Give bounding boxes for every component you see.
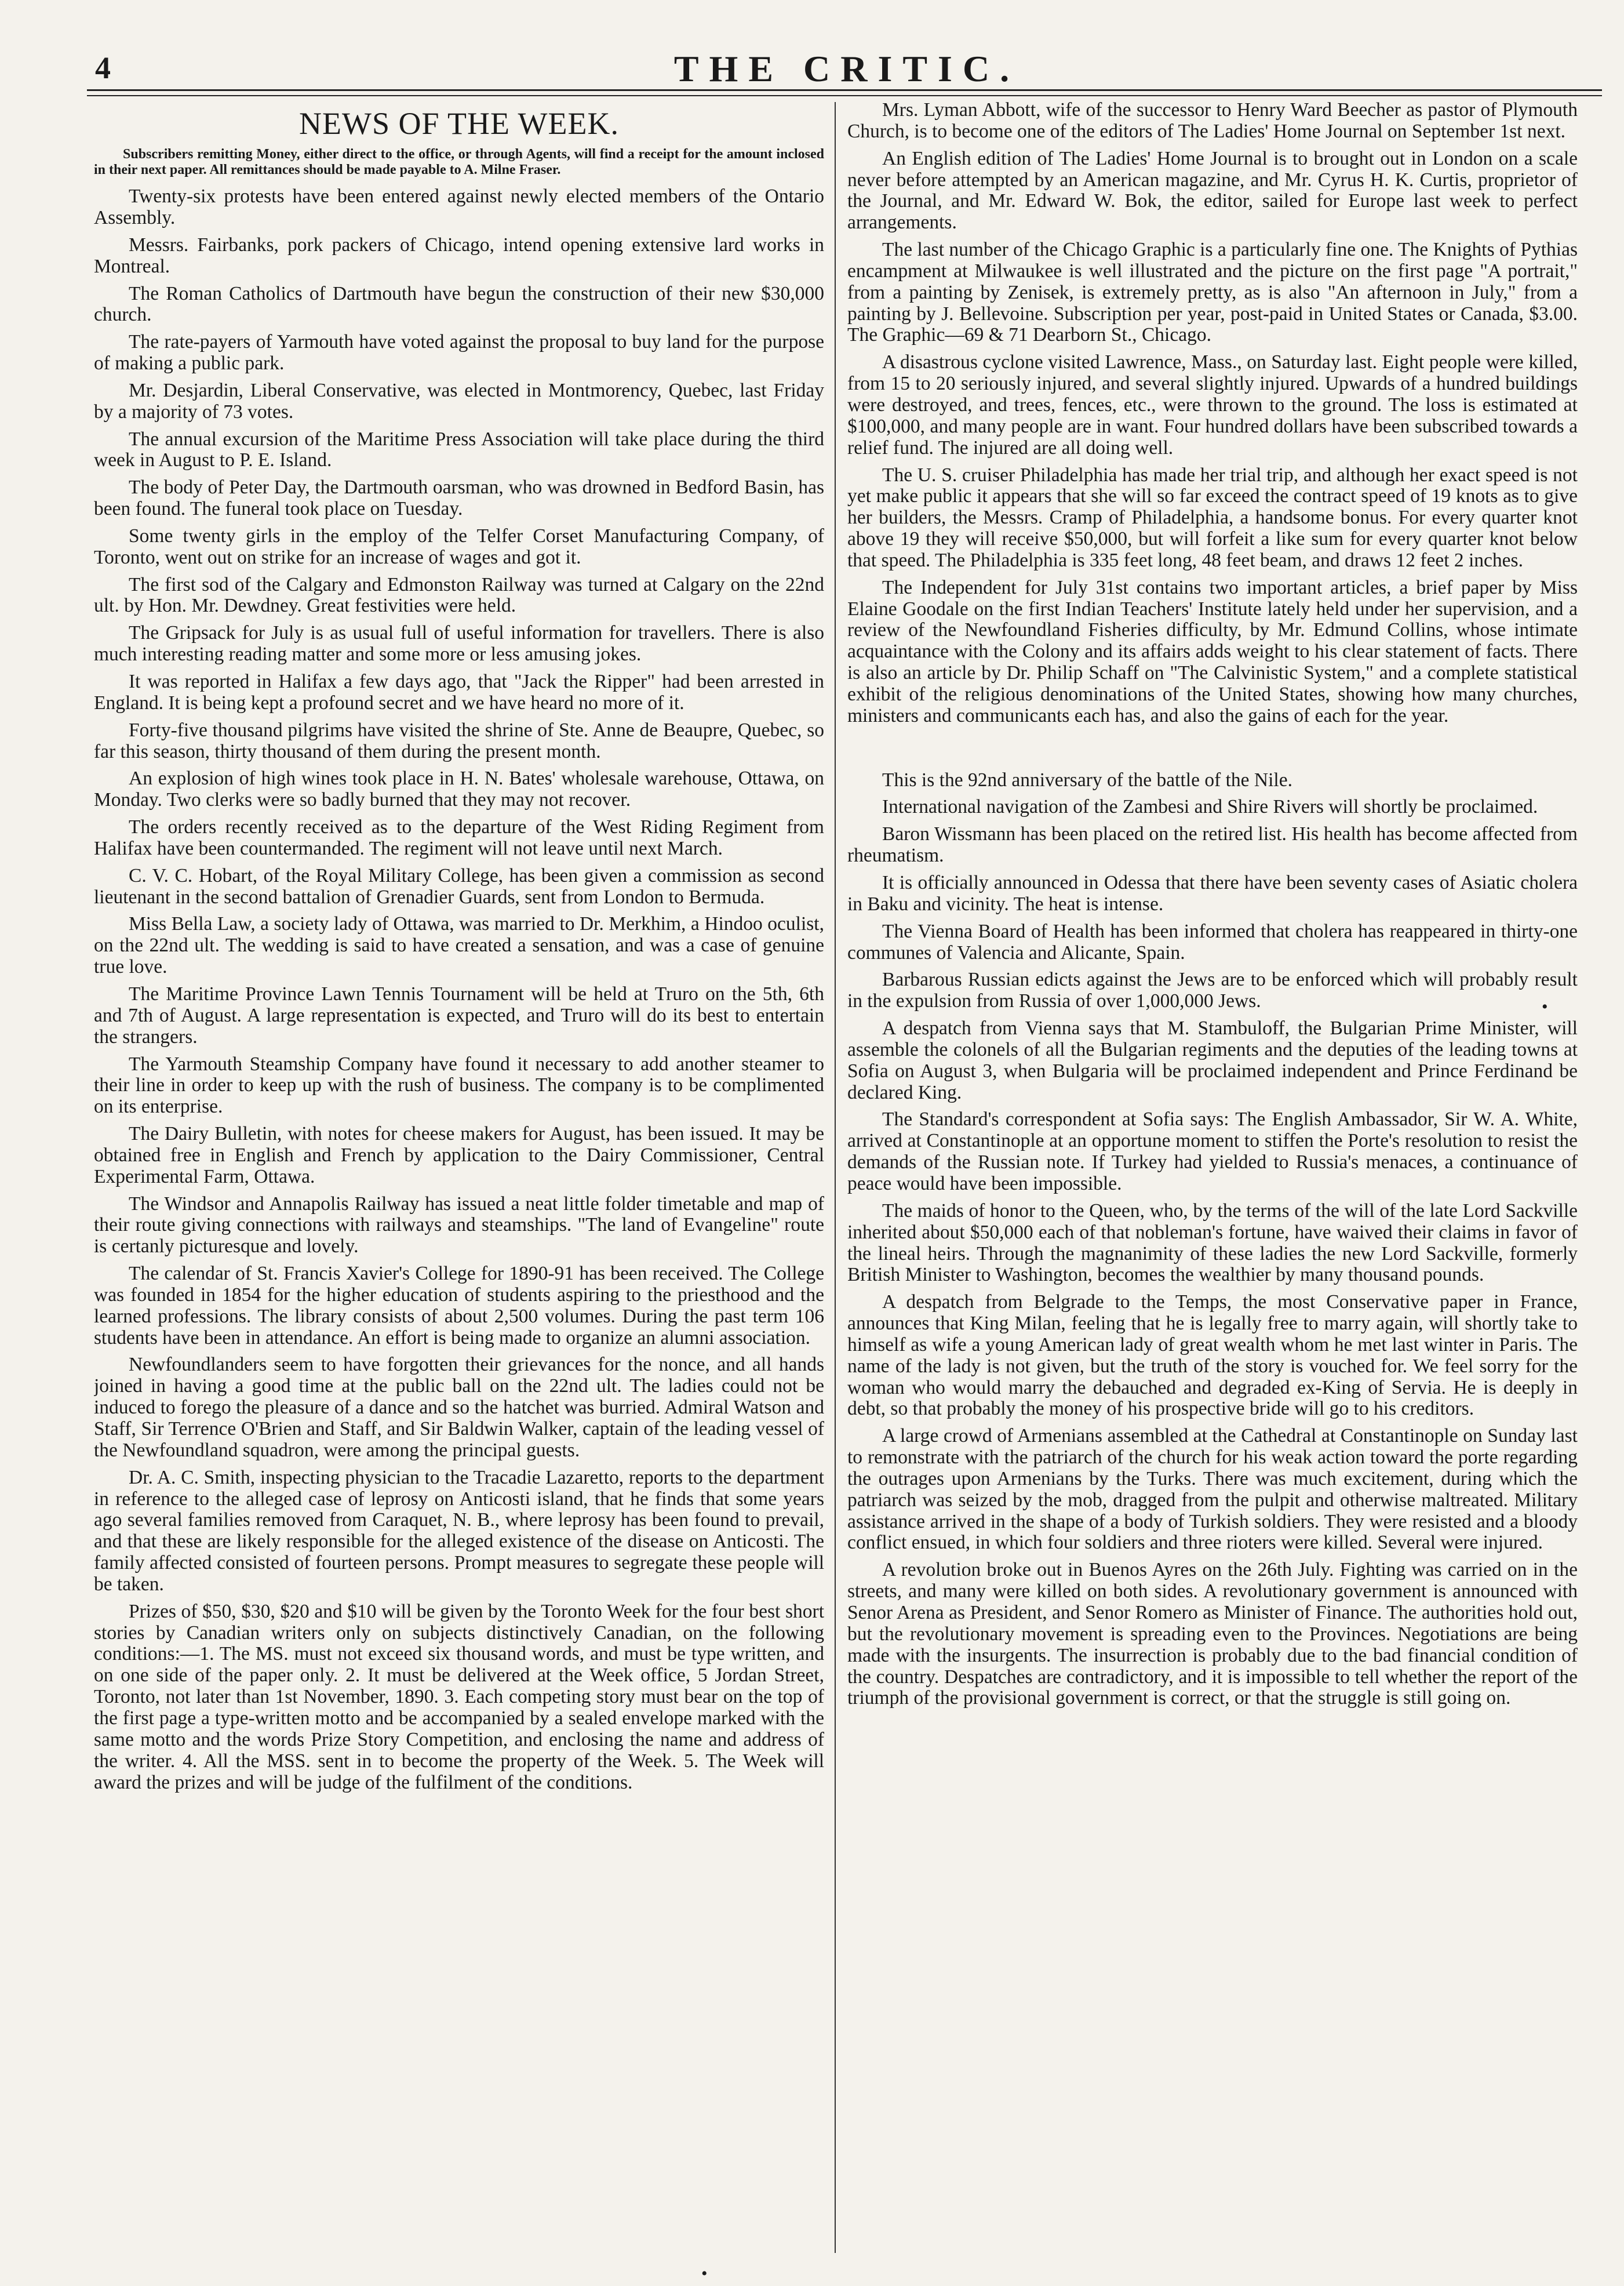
news-item: Forty-five thousand pilgrims have visited the shrine of Ste. Anne de Beaupre, Quebec, so far this season, thirty thousand of them during the present month. [94, 719, 824, 762]
news-item: The annual excursion of the Maritime Press Association will take place during the third week in August to P. E. Island. [94, 428, 824, 471]
news-item: Dr. A. C. Smith, inspecting physician to the Tracadie Lazaretto, reports to the department in reference to the alleged case of leprosy on Anticosti island, that he finds that some years ago several families removed from Caraquet, N. B., where leprosy has been found to prevail, and that these are likely responsible for the alleged existence of the disease on Anticosti. The family affected consisted of fourteen persons. Prompt measures to segregate these people will be taken. [94, 1466, 824, 1595]
news-item: The Roman Catholics of Dartmouth have begun the construction of their new $30,000 church. [94, 282, 824, 326]
page-number: 4 [95, 50, 111, 85]
news-item: An explosion of high wines took place in H. N. Bates' wholesale warehouse, Ottawa, on Monday. Two clerks were so badly burned that they may not recover. [94, 768, 824, 811]
right-news-list-bottom [847, 770, 1578, 1710]
masthead: THE CRITIC. [673, 48, 1020, 89]
right-column [847, 100, 1578, 2268]
news-item: Newfoundlanders seem to have forgotten their grievances for the nonce, and all hands joined in having a good time at the public ball on the 22nd ult. The ladies could not be induced to forego the pleasure of a dance and so the hatchet was burried. Admiral Watson and Staff, Sir Terrence O'Brien and Staff, and Sir Baldwin Walker, captain of the leading vessel of the Newfoundland squadron, were among the principal guests. [94, 1354, 824, 1461]
news-item: Baron Wissmann has been placed on the retired list. His health has become affected from rheumatism. [847, 823, 1578, 867]
news-item: The Independent for July 31st contains two important articles, a brief paper by Miss Elaine Goodale on the first Indian Teachers' Institute lately held under her supervision, and a review of the Newfoundland Fisheries difficulty, by Mr. Edmund Collins, whose intimate acquaintance with the Colony and its affairs adds weight to his clear statement of facts. There is also an article by Dr. Philip Schaff on "The Calvinistic System," and a complete statistical exhibit of the religious denominations of the United States, showing how many churches, ministers and communicants each has, and also the gains of each for the year. [847, 576, 1578, 726]
news-item: It was reported in Halifax a few days ago, that "Jack the Ripper" had been arrested in England. It is being kept a profound secret and we have heard no more of it. [94, 671, 824, 714]
news-item: The first sod of the Calgary and Edmonston Railway was turned at Calgary on the 22nd ult. by Hon. Mr. Dewdney. Great festivities were held. [94, 573, 824, 617]
footer-dot: • [701, 2264, 708, 2283]
news-item: An English edition of The Ladies' Home Journal is to brought out in London on a scale never before attempted by an American magazine, and Mr. Cyrus H. K. Curtis, proprietor of the Journal, and Mr. Edward W. Bok, the editor, sailed for Europe last week to perfect arrangements. [847, 147, 1578, 234]
news-item: The Dairy Bulletin, with notes for cheese makers for August, has been issued. It may be obtained free in English and French by application to the Dairy Commissioner, Central Experimental Farm, Ottawa. [94, 1123, 824, 1187]
news-item: The orders recently received as to the departure of the West Riding Regiment from Halifax have been countermanded. The regiment will not leave until next March. [94, 816, 824, 859]
section-break [847, 733, 1578, 770]
news-item: A large crowd of Armenians assembled at the Cathedral at Constantinople on Sunday last to remonstrate with the patriarch of the church for his weak action toward the porte regarding the outrages upon Armenians by the Turks. There was much excitement, during which the patriarch was seized by the mob, dragged from the pulpit and otherwise maltreated. Military assistance arrived in the shape of a body of Turkish soldiers. They were resisted and a bloody conflict ensued, in which four soldiers and three rioters were killed. Several were injured. [847, 1425, 1578, 1554]
news-item: A despatch from Vienna says that M. Stambuloff, the Bulgarian Prime Minister, will assemble the colonels of all the Bulgarian regiments and the deputies of the leading towns at Sofia on August 3, when Bulgaria will be proclaimed independent and Prince Ferdinand be declared King. [847, 1017, 1578, 1103]
news-item: The U. S. cruiser Philadelphia has made her trial trip, and although her exact speed is not yet make public it appears that she will so far exceed the contract speed of 19 knots as to give her builders, the Messrs. Cramp of Philadelphia, a handsome bonus. For every quarter knot above 19 they will receive $50,000, but will forfeit a like sum for every quarter knot below that speed. The Philadelphia is 335 feet long, 48 feet beam, and draws 12 feet 2 inches. [847, 464, 1578, 571]
news-item: Barbarous Russian edicts against the Jews are to be enforced which will probably result in the expulsion from Russia of over 1,000,000 Jews. [847, 969, 1578, 1012]
section-title: NEWS OF THE WEEK. [299, 106, 619, 141]
news-item: The last number of the Chicago Graphic is a particularly fine one. The Knights of Pythias encampment at Milwaukee is well illustrated and the picture on the first page "A portrait," from a painting by Zenisek, is extremely pretty, as is also "An afternoon in July," from a painting by J. Bellevoine. Subscription per year, post-paid in United States or Canada, $3.00. The Graphic—69 & 71 Dearborn St., Chicago. [847, 239, 1578, 346]
news-item: The Windsor and Annapolis Railway has issued a neat little folder timetable and map of their route giving connections with railways and steamships. "The land of Evangeline" route is certanly picturesque and lovely. [94, 1193, 824, 1258]
news-item: The Yarmouth Steamship Company have found it necessary to add another steamer to their line in order to keep up with the rush of business. The company is to be complimented on its enterprise. [94, 1053, 824, 1118]
left-column [94, 100, 824, 2268]
news-item: The Standard's correspondent at Sofia says: The English Ambassador, Sir W. A. White, arrived at Constantinople at an opportune moment to stiffen the Porte's resolution to resist the demands of the Russian note. If Turkey had yielded to Russia's menaces, a continuance of peace would have been impossible. [847, 1109, 1578, 1194]
margin-dot: • [1542, 997, 1548, 1016]
news-item: Miss Bella Law, a society lady of Ottawa, was married to Dr. Merkhim, a Hindoo oculist, on the 22nd ult. The wedding is said to have created a sensation, and was a case of genuine true love. [94, 913, 824, 978]
subscriber-note: Subscribers remitting Money, either direct to the office, or through Agents, will find a receipt for the amount inclosed in their next paper. All remittances should be made payable to A. Milne Fraser. [94, 147, 824, 178]
news-item: The calendar of St. Francis Xavier's College for 1890-91 has been received. The College was founded in 1854 for the higher education of students aspiring to the priesthood and the learned professions. The library consists of about 2,500 volumes. During the past term 106 students have been in attendance. An effort is being made to organize an alumni association. [94, 1263, 824, 1349]
right-news-list-top [847, 100, 1578, 727]
news-item: The Vienna Board of Health has been informed that cholera has reappeared in thirty-one communes of Valencia and Alicante, Spain. [847, 920, 1578, 964]
news-item: C. V. C. Hobart, of the Royal Military College, has been given a commission as second lieutenant in the second battalion of Grenadier Guards, sent from London to Bermuda. [94, 864, 824, 908]
news-item: The Maritime Province Lawn Tennis Tournament will be held at Truro on the 5th, 6th and 7th of August. A large representation is expected, and Truro will do its best to entertain the strangers. [94, 983, 824, 1048]
news-item: The Gripsack for July is as usual full of useful information for travellers. There is also much interesting reading matter and some more or less amusing jokes. [94, 622, 824, 666]
news-item: The rate-payers of Yarmouth have voted against the proposal to buy land for the purpose of making a public park. [94, 331, 824, 375]
news-item: The body of Peter Day, the Dartmouth oarsman, who was drowned in Bedford Basin, has been found. The funeral took place on Tuesday. [94, 477, 824, 520]
news-item: Twenty-six protests have been entered against newly elected members of the Ontario Assembly. [94, 186, 824, 228]
news-item: The maids of honor to the Queen, who, by the terms of the will of the late Lord Sackville inherited about $50,000 each of that nobleman's fortune, have waived their claims in favor of the lineal heirs. Through the magnanimity of these ladies the new Lord Sackville, formerly British Minister to Washington, becomes the wealthier by many thousand pounds. [847, 1200, 1578, 1286]
left-news-list [94, 186, 824, 1793]
header-rule-bottom [87, 95, 1602, 96]
news-item: A revolution broke out in Buenos Ayres on the 26th July. Fighting was carried on in the streets, and many were killed on both sides. A revolutionary government is announced with Senor Arena as President, and Senor Romero as Minister of Finance. The authorities hold out, but the revolutionary movement is spreading even to the Provinces. Negotiations are being made with the insurgents. The insurrection is probably due to the bad financial condition of the country. Despatches are contradictory, and it is impossible to tell whether the report of the triumph of the provisional government is correct, or that the struggle is still going on. [847, 1559, 1578, 1709]
news-item: Some twenty girls in the employ of the Telfer Corset Manufacturing Company, of Toronto, went out on strike for an increase of wages and got it. [94, 525, 824, 568]
news-item: This is the 92nd anniversary of the battle of the Nile. [882, 769, 1292, 791]
news-item: It is officially announced in Odessa that there have been seventy cases of Asiatic cholera in Baku and vicinity. The heat is intense. [847, 872, 1578, 915]
news-item: Mrs. Lyman Abbott, wife of the successor to Henry Ward Beecher as pastor of Plymouth Church, is to become one of the editors of The Ladies' Home Journal on September 1st next. [847, 100, 1578, 142]
header-rule-top [87, 89, 1602, 91]
news-item: A despatch from Belgrade to the Temps, the most Conservative paper in France, announces that King Milan, feeling that he is legally free to marry again, will shortly take to himself as wife a young American lady of great wealth whom he met last winter in Paris. The name of the lady is not given, but the truth of the story is vouched for. We feel sorry for the woman who would marry the debauched and degraded ex-King of Servia. He is deeply in debt, so that probably the money of his prospective bride will go to his creditors. [847, 1291, 1578, 1420]
news-item: International navigation of the Zambesi and Shire Rivers will shortly be proclaimed. [882, 796, 1538, 818]
news-item: Messrs. Fairbanks, pork packers of Chicago, intend opening extensive lard works in Montreal. [94, 234, 824, 277]
news-item: Prizes of $50, $30, $20 and $10 will be given by the Toronto Week for the four best short stories by Canadian writers only on subjects distinctively Canadian, on the following conditions:—1. The MS. must not exceed six thousand words, and must be type written, and on one side of the paper only. 2. It must be delivered at the Week office, 5 Jordan Street, Toronto, not later than 1st November, 1890. 3. Each competing story must bear on the top of the first page a type-written motto and be accompanied by a sealed envelope marked with the same motto and the words Prize Story Competition, and enclosing the name and address of the writer. 4. All the MSS. sent in to become the property of the Week. 5. The Week will award the prizes and will be judge of the fulfilment of the conditions. [94, 1600, 824, 1793]
news-item: A disastrous cyclone visited Lawrence, Mass., on Saturday last. Eight people were killed, from 15 to 20 seriously injured, and several slightly injured. Upwards of a hundred buildings were destroyed, and trees, fences, etc., were thrown to the ground. The loss is estimated at $100,000, and many people are in want. Four hundred dollars have been subscribed towards a relief fund. The injured are all doing well. [847, 351, 1578, 459]
column-divider [835, 102, 836, 2253]
news-item: Mr. Desjardin, Liberal Conservative, was elected in Montmorency, Quebec, last Friday by a majority of 73 votes. [94, 379, 824, 423]
